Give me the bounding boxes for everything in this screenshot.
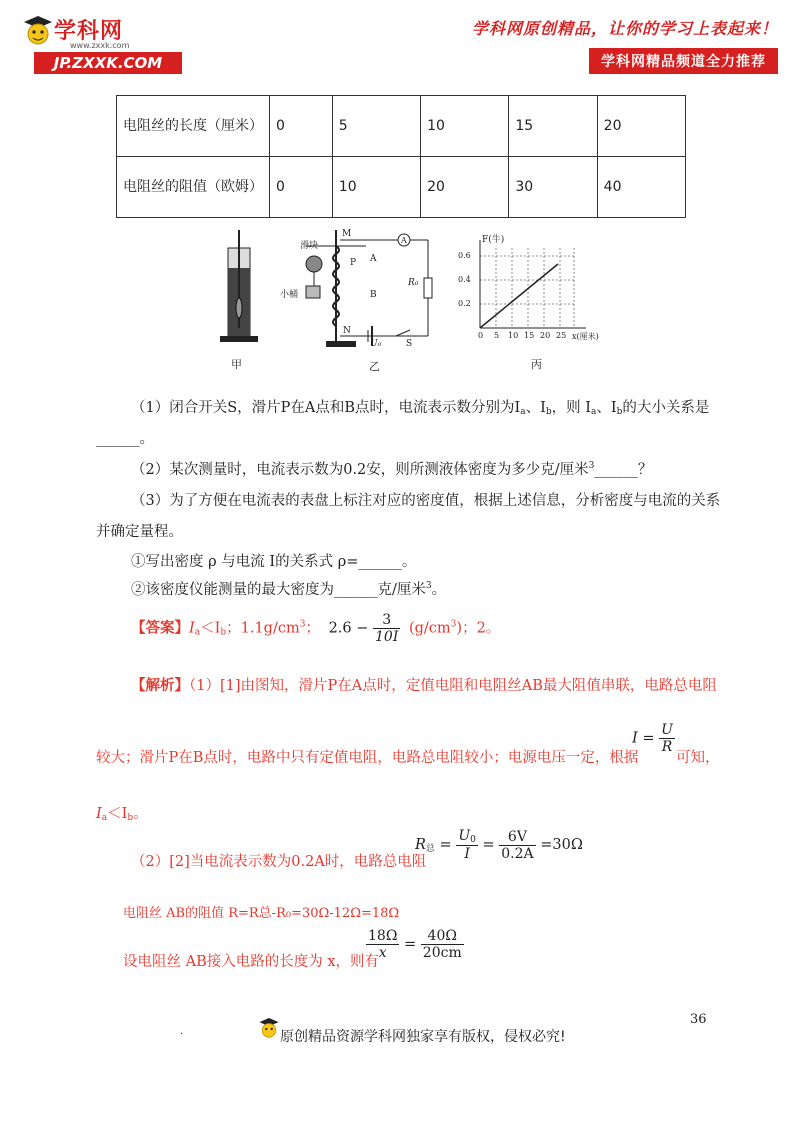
table-cell: 20 (421, 157, 509, 218)
figure-bing-label: 丙 (531, 358, 542, 371)
analysis-line-6: 设电阻丝 AB接入电路的长度为 x，则有 (123, 954, 380, 970)
analysis-line-2: 较大；滑片P在B点时，电路中只有定值电阻，电路总电阻较小；电源电压一定，根据 (96, 750, 639, 766)
y-tick: 0.6 (458, 251, 471, 260)
label-s: S (406, 339, 413, 349)
label-u0: U₀ (370, 339, 382, 349)
total-resistance-formula: $R_总$ = $\frac{U_0}{I}$ = $\frac{6V}{0.2A}$ =30Ω (415, 828, 583, 862)
header-slogan: 学科网原创精品，让你的学习上表起来！ (471, 19, 778, 38)
question-1: （1）闭合开关S，滑片P在A点和B点时，电流表示数分别为$I_a$、$I_b$，则 $I_a$、$I_b$的大小关系是 (131, 400, 710, 417)
figure-jia (210, 228, 270, 368)
label-p: P (350, 258, 357, 268)
question-2: （2）某次测量时，电流表示数为0.2安，则所测液体密度为多少克/厘米$^3$______？ (131, 461, 653, 478)
analysis-line-5: 电阻丝 AB的阻值 R=R总-R₀=30Ω-12Ω=18Ω (123, 906, 400, 921)
x-tick: 25 (556, 331, 567, 340)
table-cell: 30 (509, 157, 597, 218)
label-a: A (370, 254, 377, 264)
figure-yi-label: 乙 (369, 360, 380, 373)
header-channel-banner: 学科网精品频道全力推荐 (589, 48, 778, 74)
label-r0: R₀ (408, 278, 419, 288)
mascot-icon (258, 1016, 280, 1042)
bucket-label: 小桶 (280, 290, 299, 300)
x-tick: 20 (540, 331, 551, 340)
question-3b: 并确定量程。 (96, 524, 183, 540)
footer-dot: . (180, 1026, 184, 1037)
table-row (117, 157, 686, 218)
question-3-2: ②该密度仪能测量的最大密度为______克/厘米$^3$。 (131, 581, 447, 598)
analysis-line-4: （2）[2]当电流表示数为0.2A时，电路总电阻 (131, 854, 427, 870)
mascot-icon (22, 14, 54, 50)
analysis-line-3: $I_a<I_b$。 (96, 806, 148, 823)
table-cell: 5 (332, 96, 420, 157)
label-m: M (342, 229, 352, 239)
table-cell: 20 (597, 96, 685, 157)
site-logo (22, 14, 192, 78)
page-number: 36 (690, 1012, 707, 1027)
figure-bing-chart (470, 234, 620, 344)
table-cell: 电阻丝的阻值（欧姆） (117, 157, 270, 218)
table-cell: 电阻丝的长度（厘米） (117, 96, 270, 157)
question-3-1: ①写出密度 ρ 与电流 I的关系式 ρ=______。 (131, 554, 417, 570)
chart-y-label: F(牛) (482, 235, 505, 245)
analysis-line-2-end: 可知， (676, 750, 720, 766)
table-cell: 0 (270, 157, 333, 218)
footer-copyright: 原创精品资源学科网独家享有版权，侵权必究! (280, 1029, 566, 1045)
y-tick: 0.2 (458, 299, 471, 308)
question-1-blank: ______。 (96, 431, 154, 447)
table-cell: 10 (421, 96, 509, 157)
figure-jia-label: 甲 (231, 358, 242, 371)
label-b: B (370, 290, 377, 300)
table-cell: 10 (332, 157, 420, 218)
resistance-table (116, 95, 686, 218)
chart-x-label: x(厘米) (572, 332, 599, 341)
logo-name: 学科网 (54, 19, 124, 44)
analysis-line-1: 【解析】（1）[1]由图知，滑片P在A点时，定值电阻和电阻丝AB最大阻值串联，电路总电阻 (131, 677, 717, 694)
y-tick: 0.4 (458, 275, 471, 284)
label-n: N (343, 326, 351, 336)
table-cell: 15 (509, 96, 597, 157)
table-cell: 0 (270, 96, 333, 157)
table-row (117, 96, 686, 157)
x-tick: 0 (478, 331, 484, 340)
x-tick: 5 (494, 331, 500, 340)
ammeter-label: A (401, 236, 407, 245)
slider-label: 滑块 (300, 241, 319, 251)
logo-url-small: www.zxxk.com (70, 41, 130, 50)
ohm-law-formula: I = $\frac{U}{R}$ (632, 722, 673, 755)
proportion-formula: $\frac{18\Omega}{x}$ = $\frac{40\Omega}{20cm}$ (368, 928, 462, 961)
x-tick: 10 (508, 331, 519, 340)
logo-url[interactable]: JP.ZXXK.COM (34, 52, 182, 74)
answer-line: 【答案】$I_a<I_b$；$1.1g/cm^3$； 2.6 − $\frac{3}{10I}$ $(g/cm^3)$；2。 (131, 612, 501, 645)
question-3: （3）为了方便在电流表的表盘上标注对应的密度值，根据上述信息，分析密度与电流的关系 (131, 493, 721, 509)
x-tick: 15 (524, 331, 535, 340)
table-cell: 40 (597, 157, 685, 218)
